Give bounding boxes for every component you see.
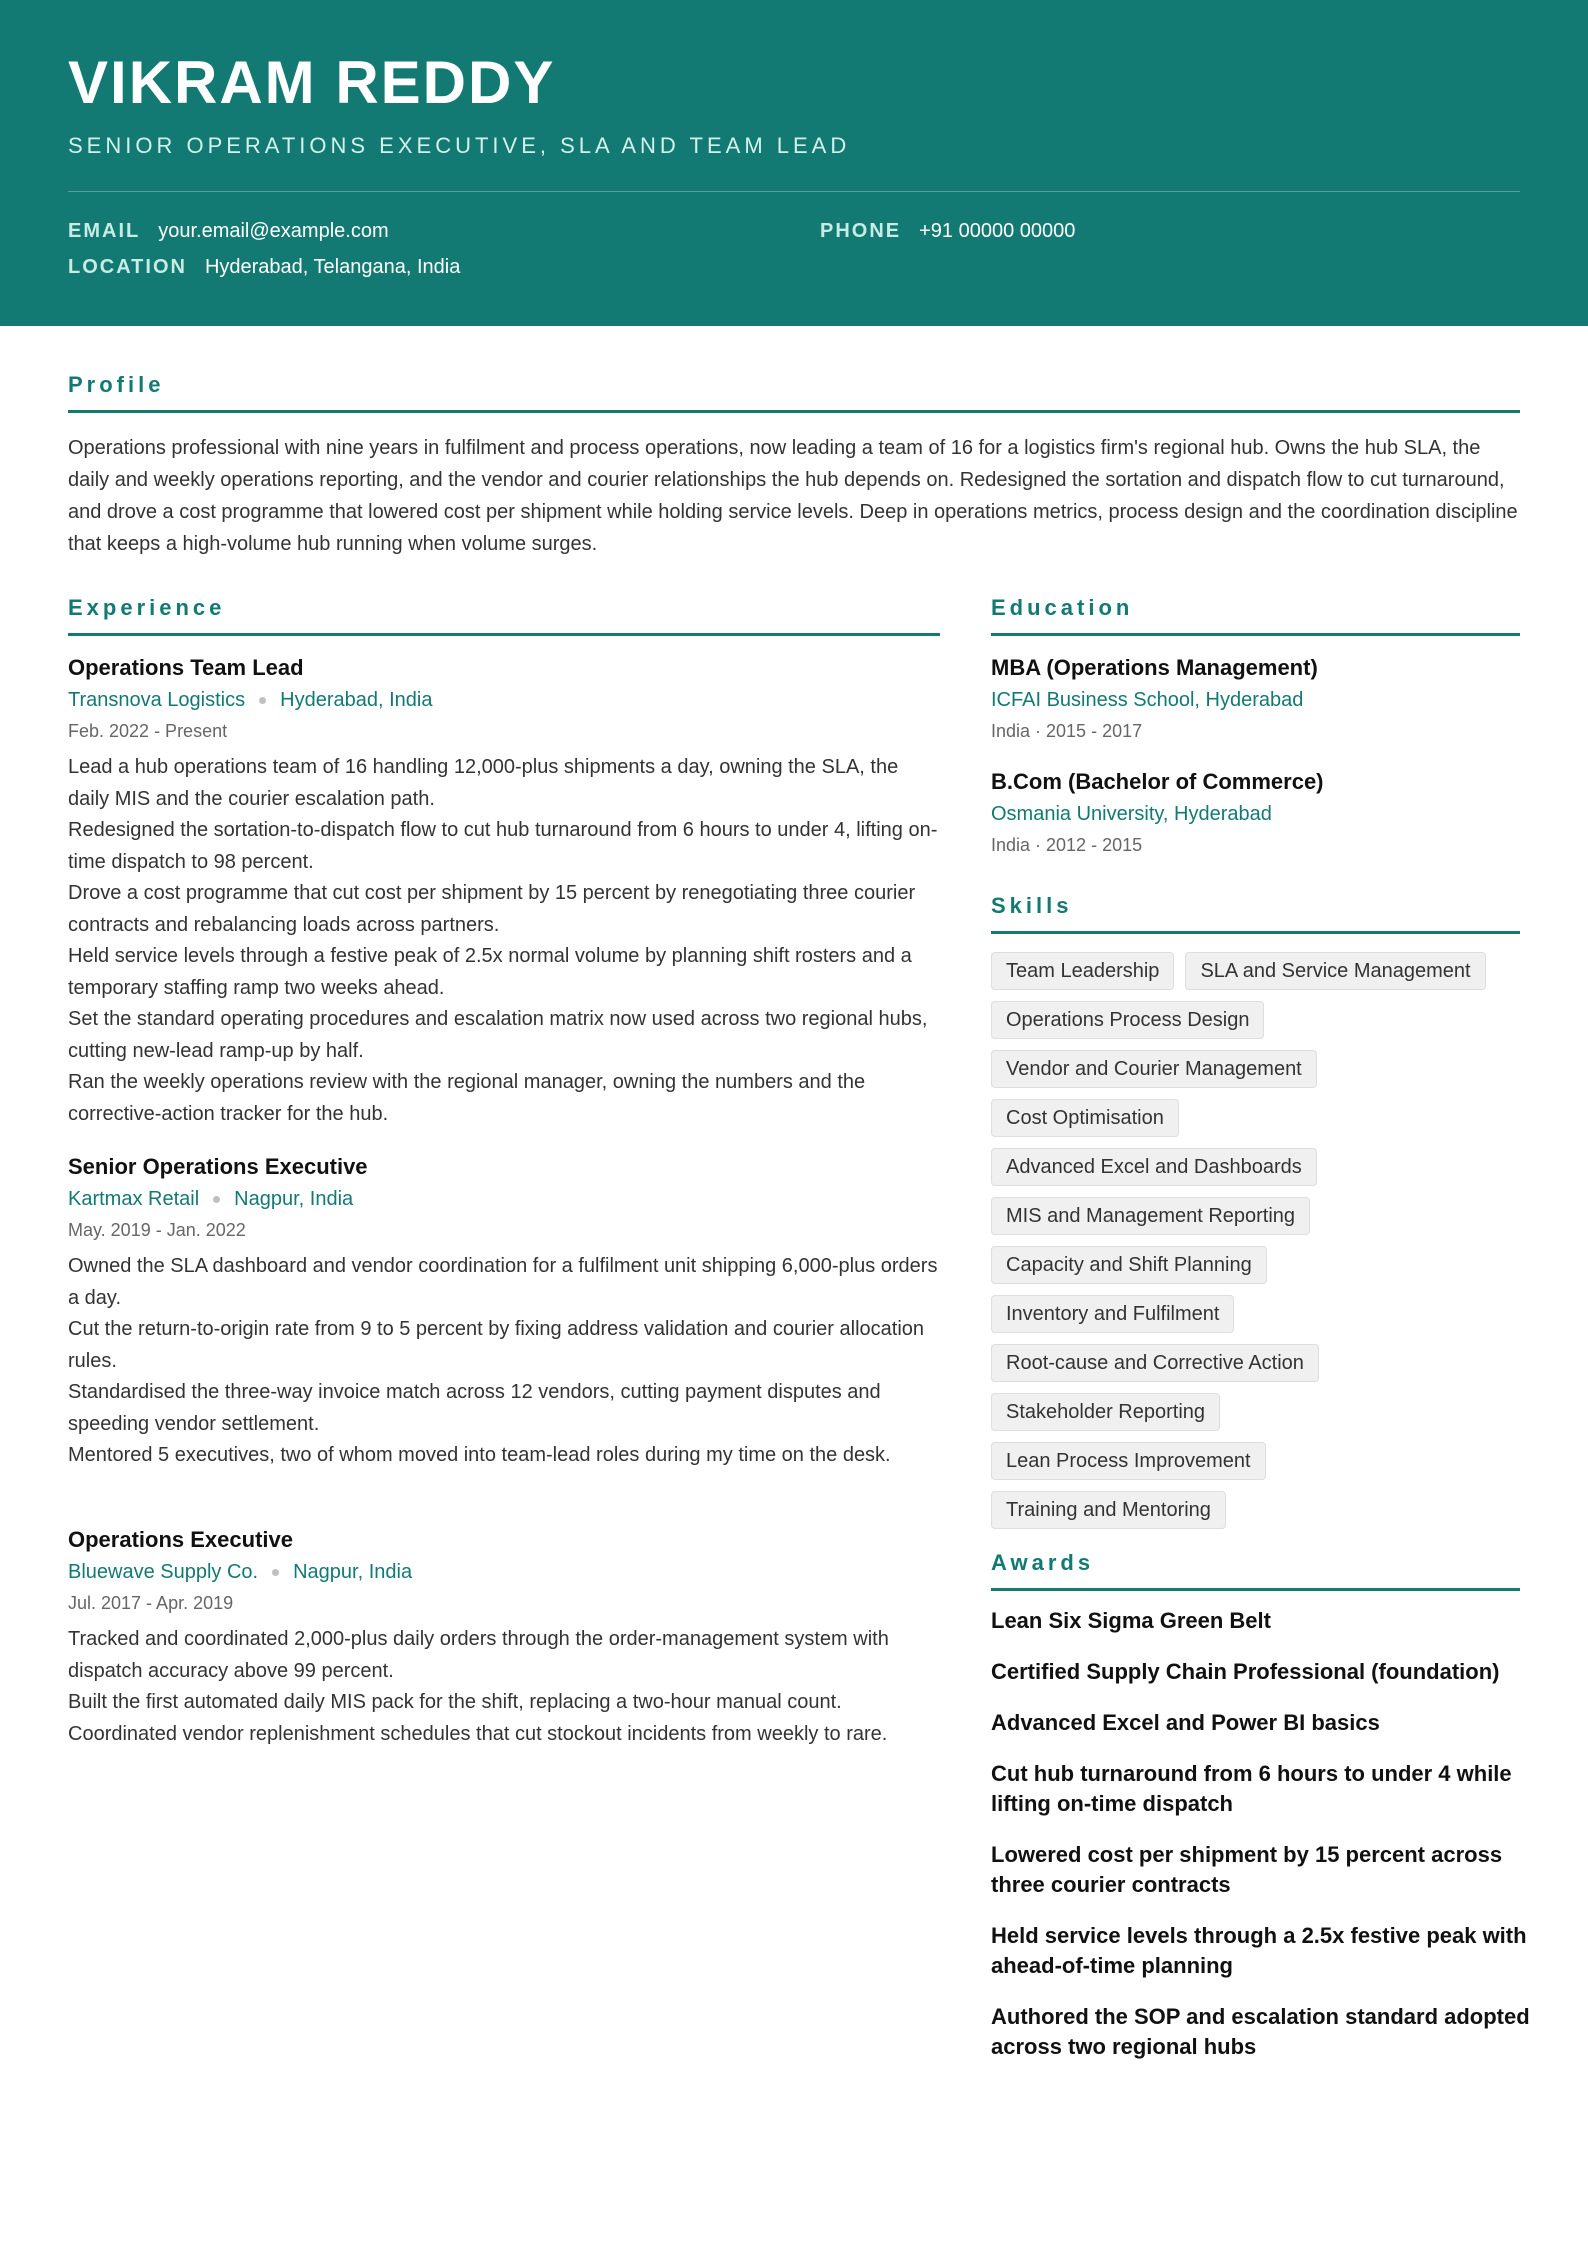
header-divider — [68, 191, 1520, 192]
skill-chip: Root-cause and Corrective Action — [991, 1344, 1319, 1382]
skills-divider — [991, 931, 1520, 934]
job-bullet: Cut the return-to-origin rate from 9 to 5 percent by fixing address validation and courier allocation rules. — [68, 1318, 925, 1372]
job-location: Hyderabad, India — [280, 689, 433, 711]
separator-dot-icon — [213, 1196, 220, 1203]
phone-label: PHONE — [820, 220, 902, 242]
skill-chip: Vendor and Courier Management — [991, 1050, 1317, 1088]
award-item: Advanced Excel and Power BI basics — [991, 1710, 1380, 1735]
section-title-profile: Profile — [68, 372, 165, 397]
job-bullet: Mentored 5 executives, two of whom moved into team-lead roles during my time on the desk. — [68, 1444, 891, 1466]
edu-school: ICFAI Business School, Hyderabad — [991, 689, 1304, 711]
job-bullet: Drove a cost programme that cut cost per shipment by 15 percent by renegotiating three courier contracts and rebalancing loads across partners. — [68, 882, 916, 936]
skill-chip: Inventory and Fulfilment — [991, 1295, 1234, 1333]
job-bullet: Standardised the three-way invoice match across 12 vendors, cutting payment disputes and speeding vendor settlement. — [68, 1381, 881, 1435]
job-company: Kartmax Retail — [68, 1188, 200, 1210]
award-item: Held service levels through a 2.5x festive peak with ahead-of-time planning — [991, 1923, 1527, 1978]
award-item: Lowered cost per shipment by 15 percent across three courier contracts — [991, 1842, 1503, 1897]
job-dates: Jul. 2017 - Apr. 2019 — [68, 1593, 234, 1613]
skill-chip: Team Leadership — [991, 952, 1174, 990]
job-entry — [68, 652, 940, 1130]
resume-header — [0, 0, 1588, 326]
profile-summary: Operations professional with nine years in fulfilment and process operations, now leading a team of 16 for a logistics firm's regional hub. Owns the hub SLA, the daily and weekly operations reporting, and the vendor and courier relationships the hub depends on. Redesigned the sortation and dispatch flow to cut turnaround, and drove a cost programme that lowered cost per shipment while holding service levels. Deep in operations metrics, process design and the coordination discipline that keeps a high-volume hub running when volume surges. — [68, 437, 1518, 555]
skill-chip: Lean Process Improvement — [991, 1442, 1266, 1480]
job-company-line — [68, 1183, 940, 1215]
job-company-line — [68, 684, 940, 716]
job-location: Nagpur, India — [293, 1561, 413, 1583]
skill-chip: SLA and Service Management — [1185, 952, 1485, 990]
award-item: Certified Supply Chain Professional (foundation) — [991, 1659, 1500, 1684]
skills-list — [991, 952, 1531, 1540]
job-bullet: Held service levels through a festive peak of 2.5x normal volume by planning shift rosters and a temporary staffing ramp two weeks ahead. — [68, 945, 912, 999]
candidate-headline: SENIOR OPERATIONS EXECUTIVE, SLA AND TEAM LEAD — [68, 133, 851, 158]
job-bullet: Redesigned the sortation-to-dispatch flow to cut hub turnaround from 6 hours to under 4, lifting on-time dispatch to 98 percent. — [68, 819, 938, 873]
section-title-experience: Experience — [68, 595, 226, 620]
skill-chip: MIS and Management Reporting — [991, 1197, 1310, 1235]
edu-meta: India · 2015 - 2017 — [991, 721, 1143, 741]
email-label: EMAIL — [68, 220, 141, 242]
section-title-skills: Skills — [991, 893, 1073, 918]
candidate-name: VIKRAM REDDY — [68, 49, 556, 116]
separator-dot-icon — [272, 1569, 279, 1576]
profile-divider — [68, 410, 1520, 413]
edu-school: Osmania University, Hyderabad — [991, 803, 1272, 825]
job-bullet: Owned the SLA dashboard and vendor coordination for a fulfilment unit shipping 6,000-plus orders a day. — [68, 1255, 938, 1309]
edu-degree: MBA (Operations Management) — [991, 655, 1318, 680]
job-title: Operations Team Lead — [68, 655, 304, 680]
job-company-line — [68, 1556, 940, 1588]
job-bullet: Tracked and coordinated 2,000-plus daily orders through the order-management system with dispatch accuracy above 99 percent. — [68, 1628, 889, 1682]
job-dates: May. 2019 - Jan. 2022 — [68, 1220, 246, 1240]
skill-chip: Advanced Excel and Dashboards — [991, 1148, 1317, 1186]
job-dates: Feb. 2022 - Present — [68, 721, 228, 741]
skill-chip: Capacity and Shift Planning — [991, 1246, 1267, 1284]
education-entry — [991, 766, 1531, 860]
edu-meta: India · 2012 - 2015 — [991, 835, 1143, 855]
edu-degree: B.Com (Bachelor of Commerce) — [991, 769, 1324, 794]
location-value: Hyderabad, Telangana, India — [204, 256, 461, 278]
separator-dot-icon — [259, 697, 266, 704]
award-item: Cut hub turnaround from 6 hours to under 4 while lifting on-time dispatch — [991, 1761, 1512, 1816]
job-title: Operations Executive — [68, 1527, 293, 1552]
education-entry — [991, 652, 1531, 746]
job-bullet: Set the standard operating procedures and escalation matrix now used across two regional hubs, cutting new-lead ramp-up by half. — [68, 1008, 928, 1062]
job-company: Transnova Logistics — [68, 689, 246, 711]
job-entry — [68, 1151, 940, 1472]
job-location: Nagpur, India — [234, 1188, 354, 1210]
awards-list — [991, 1606, 1531, 2083]
job-entry — [68, 1524, 940, 1750]
skill-chip: Stakeholder Reporting — [991, 1393, 1220, 1431]
job-bullet: Coordinated vendor replenishment schedules that cut stockout incidents from weekly to rare. — [68, 1722, 888, 1745]
skill-chip: Cost Optimisation — [991, 1099, 1179, 1137]
section-title-education: Education — [991, 595, 1134, 620]
job-bullet: Built the first automated daily MIS pack for the shift, replacing a two-hour manual count. — [68, 1691, 842, 1713]
email-value: your.email@example.com — [158, 220, 389, 242]
location-label: LOCATION — [68, 256, 187, 278]
experience-divider — [68, 633, 940, 636]
award-item: Authored the SOP and escalation standard adopted across two regional hubs — [991, 2004, 1530, 2059]
awards-divider — [991, 1588, 1520, 1591]
job-company: Bluewave Supply Co. — [68, 1561, 259, 1583]
section-title-awards: Awards — [991, 1550, 1095, 1575]
job-bullet: Lead a hub operations team of 16 handling 12,000-plus shipments a day, owning the SLA, the daily MIS and the courier escalation path. — [68, 756, 899, 810]
job-title: Senior Operations Executive — [68, 1154, 368, 1179]
skill-chip: Operations Process Design — [991, 1001, 1264, 1039]
job-bullet: Ran the weekly operations review with the regional manager, owning the numbers and the corrective-action tracker for the hub. — [68, 1071, 866, 1125]
contact-phone — [820, 218, 1075, 244]
skill-chip: Training and Mentoring — [991, 1491, 1226, 1529]
contact-location — [68, 254, 460, 280]
award-item: Lean Six Sigma Green Belt — [991, 1608, 1271, 1633]
education-divider — [991, 633, 1520, 636]
phone-value: +91 00000 00000 — [919, 220, 1076, 242]
contact-email — [68, 218, 389, 244]
